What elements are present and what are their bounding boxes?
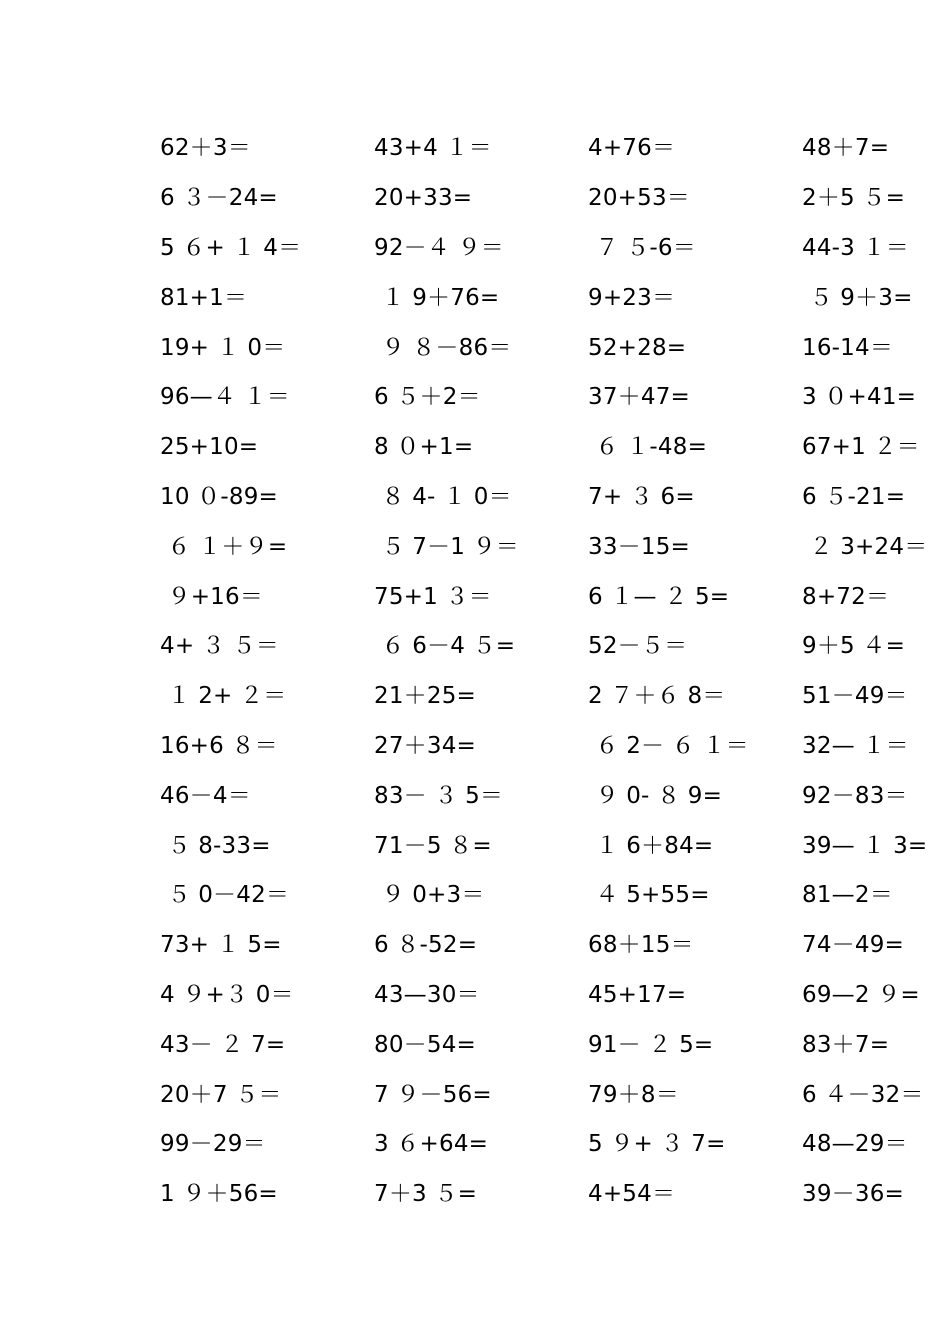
arithmetic-problem: ９+16＝ xyxy=(160,583,264,610)
arithmetic-problem: 5 ９+ ３ 7= xyxy=(588,1131,726,1158)
arithmetic-problem: １ 9＋76= xyxy=(374,284,500,311)
problem-row xyxy=(160,323,940,373)
problem-row xyxy=(160,174,940,224)
arithmetic-problem: 3 ６+64= xyxy=(374,1131,489,1158)
arithmetic-problem: 7+ ３ 6= xyxy=(588,483,695,510)
arithmetic-problem: 19+ １ 0＝ xyxy=(160,334,286,361)
arithmetic-problem: 37＋47= xyxy=(588,384,691,411)
problem-row xyxy=(160,672,940,722)
problem-row xyxy=(160,423,940,473)
arithmetic-problem: 48＋7= xyxy=(802,135,890,162)
arithmetic-problem: 4+ ３ ５＝ xyxy=(160,633,279,660)
arithmetic-problem: 5 ６+ １ 4＝ xyxy=(160,234,302,261)
arithmetic-problem: 83＋7= xyxy=(802,1031,890,1058)
arithmetic-problem: 83－ ３ 5＝ xyxy=(374,782,504,809)
arithmetic-problem: ５ 8-33= xyxy=(160,832,271,859)
arithmetic-problem: 62＋3＝ xyxy=(160,135,251,162)
arithmetic-problem: 20+33= xyxy=(374,185,473,212)
arithmetic-problem: 39— １ 3= xyxy=(802,832,928,859)
arithmetic-problem: 81—2＝ xyxy=(802,882,893,909)
arithmetic-problem: 81+1＝ xyxy=(160,284,248,311)
arithmetic-problem: 96—４ １＝ xyxy=(160,384,290,411)
problem-row xyxy=(160,473,940,523)
arithmetic-problem: ６ １＋９= xyxy=(160,533,288,560)
arithmetic-problem: 6 １— ２ 5= xyxy=(588,583,730,610)
arithmetic-problem: １ 6＋84= xyxy=(588,832,714,859)
arithmetic-problem: 16-14＝ xyxy=(802,334,894,361)
arithmetic-problem: 25+10= xyxy=(160,434,259,461)
arithmetic-problem: 39－36= xyxy=(802,1181,905,1208)
arithmetic-problem: 6 ４－32＝ xyxy=(802,1081,924,1108)
arithmetic-problem: 6 ８-52= xyxy=(374,932,478,959)
arithmetic-problem: ９ 0- ８ 9= xyxy=(588,782,723,809)
arithmetic-problem: ６ 2－ ６ １＝ xyxy=(588,732,749,759)
arithmetic-problem: 92－83＝ xyxy=(802,782,908,809)
arithmetic-problem: 8 ０+1= xyxy=(374,434,474,461)
arithmetic-problem: 80－54= xyxy=(374,1031,477,1058)
arithmetic-problem: ２ 3+24＝ xyxy=(802,533,928,560)
problem-row xyxy=(160,1020,940,1070)
arithmetic-problem: 6 ５-21= xyxy=(802,483,906,510)
arithmetic-problem: 4+76＝ xyxy=(588,135,676,162)
problem-row xyxy=(160,1170,940,1220)
arithmetic-problem: 44-3 １＝ xyxy=(802,234,909,261)
arithmetic-problem: 68＋15＝ xyxy=(588,932,694,959)
arithmetic-problem: 16+6 ８＝ xyxy=(160,732,278,759)
arithmetic-problem: 48—29＝ xyxy=(802,1131,908,1158)
arithmetic-problem: 69—2 ９= xyxy=(802,981,920,1008)
arithmetic-problem: １ 2+ ２＝ xyxy=(160,683,287,710)
problem-row xyxy=(160,871,940,921)
arithmetic-problem: 27＋34= xyxy=(374,732,477,759)
arithmetic-problem: 2＋5 ５= xyxy=(802,185,906,212)
problem-row xyxy=(160,971,940,1021)
arithmetic-problem: 6 ３－24= xyxy=(160,185,278,212)
arithmetic-problem: 52－５＝ xyxy=(588,633,688,660)
worksheet xyxy=(160,124,940,1220)
problem-row xyxy=(160,273,940,323)
arithmetic-problem: 45+17= xyxy=(588,981,687,1008)
arithmetic-problem: 8+72＝ xyxy=(802,583,890,610)
arithmetic-problem: ４ 5+55= xyxy=(588,882,710,909)
arithmetic-problem: 73+ １ 5= xyxy=(160,932,282,959)
arithmetic-problem: 71－5 ８= xyxy=(374,832,492,859)
arithmetic-problem: 33－15= xyxy=(588,533,691,560)
arithmetic-problem: 92－４ ９＝ xyxy=(374,234,504,261)
arithmetic-problem: 9+23＝ xyxy=(588,284,676,311)
arithmetic-problem: 9＋5 ４= xyxy=(802,633,906,660)
problem-row xyxy=(160,224,940,274)
arithmetic-problem: 7＋3 ５= xyxy=(374,1181,478,1208)
problem-row xyxy=(160,622,940,672)
arithmetic-problem: 43—30＝ xyxy=(374,981,480,1008)
arithmetic-problem: 7 ９－56= xyxy=(374,1081,492,1108)
problem-row xyxy=(160,522,940,572)
problem-row xyxy=(160,373,940,423)
arithmetic-problem: 6 ５＋2＝ xyxy=(374,384,481,411)
arithmetic-problem: 46－4＝ xyxy=(160,782,251,809)
arithmetic-problem: ５ 7－1 ９＝ xyxy=(374,533,519,560)
arithmetic-problem: 99－29＝ xyxy=(160,1131,266,1158)
arithmetic-problem: 79＋8＝ xyxy=(588,1081,679,1108)
arithmetic-problem: ７ ５-6＝ xyxy=(588,234,696,261)
arithmetic-problem: 3 ０+41= xyxy=(802,384,917,411)
arithmetic-problem: 20+53＝ xyxy=(588,185,691,212)
arithmetic-problem: ９ ８－86＝ xyxy=(374,334,512,361)
problem-row xyxy=(160,572,940,622)
problem-row xyxy=(160,1070,940,1120)
arithmetic-problem: ５ 9＋3= xyxy=(802,284,913,311)
arithmetic-problem: 4 ９+３ 0＝ xyxy=(160,981,294,1008)
arithmetic-problem: 43－ ２ 7= xyxy=(160,1031,286,1058)
arithmetic-problem: 67+1 ２＝ xyxy=(802,434,920,461)
arithmetic-problem: 52+28= xyxy=(588,334,687,361)
arithmetic-problem: ８ 4- １ 0＝ xyxy=(374,483,512,510)
arithmetic-problem: ６ １-48= xyxy=(588,434,708,461)
arithmetic-problem: 20＋7 ５＝ xyxy=(160,1081,282,1108)
problem-row xyxy=(160,921,940,971)
problem-row xyxy=(160,124,940,174)
arithmetic-problem: 10 ０-89= xyxy=(160,483,279,510)
arithmetic-problem: 51－49＝ xyxy=(802,683,908,710)
problem-row xyxy=(160,1120,940,1170)
arithmetic-problem: ９ 0+3＝ xyxy=(374,882,485,909)
problem-row xyxy=(160,821,940,871)
arithmetic-problem: 43+4 １＝ xyxy=(374,135,492,162)
arithmetic-problem: 75+1 ３＝ xyxy=(374,583,492,610)
arithmetic-problem: 91－ ２ 5= xyxy=(588,1031,714,1058)
arithmetic-problem: ６ 6－4 ５= xyxy=(374,633,516,660)
problem-row xyxy=(160,722,940,772)
arithmetic-problem: 32— １＝ xyxy=(802,732,909,759)
arithmetic-problem: 4+54＝ xyxy=(588,1181,676,1208)
arithmetic-problem: ５ 0－42＝ xyxy=(160,882,290,909)
arithmetic-problem: 74－49= xyxy=(802,932,905,959)
arithmetic-problem: 2 ７＋６ 8＝ xyxy=(588,683,726,710)
arithmetic-problem: 21＋25= xyxy=(374,683,477,710)
problem-row xyxy=(160,771,940,821)
arithmetic-problem: 1 ９＋56= xyxy=(160,1181,278,1208)
